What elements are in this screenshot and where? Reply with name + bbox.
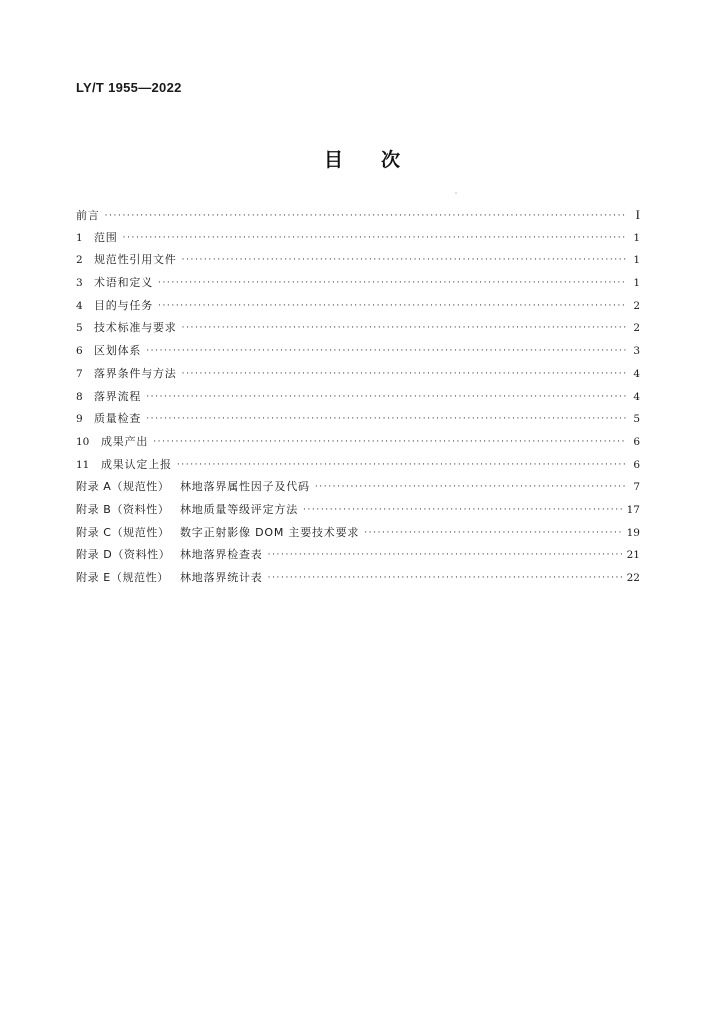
toc-row-annex-b[interactable] (76, 499, 640, 522)
toc-entry-page: 1 (633, 277, 640, 290)
toc-entry-number: 7 (76, 367, 83, 380)
toc-row-5[interactable] (76, 317, 640, 340)
toc-title: 目次 (323, 149, 438, 171)
toc-entry-number: 10 (76, 435, 90, 448)
toc-row-8[interactable] (76, 386, 640, 409)
scan-speck (455, 192, 457, 194)
toc-entry-number: 11 (76, 458, 90, 471)
toc-entry-page: 1 (633, 254, 640, 267)
dot-leader (315, 476, 626, 499)
toc-row-annex-c[interactable] (76, 522, 640, 545)
toc-entry-page: 21 (626, 549, 640, 562)
annex-prefix: 附录 B（资料性） (76, 502, 170, 516)
toc-entry-number: 4 (76, 299, 83, 312)
toc-entry-number: 1 (76, 231, 83, 244)
toc-entry-page: 7 (633, 481, 640, 494)
dot-leader (268, 567, 623, 590)
standard-code: LY/T 1955—2022 (76, 80, 182, 95)
dot-leader (146, 386, 626, 409)
toc-row-2[interactable] (76, 249, 640, 272)
toc-entry-number: 5 (76, 322, 83, 335)
toc-entry-label: 林地落界统计表 (180, 571, 263, 584)
dot-leader (268, 544, 623, 567)
toc-row-6[interactable] (76, 340, 640, 363)
toc-entry-label: 林地质量等级评定方法 (180, 502, 298, 516)
dot-leader (146, 408, 626, 431)
dot-leader (123, 227, 626, 250)
dot-leader (303, 499, 623, 522)
toc-entry-page: 17 (626, 503, 640, 516)
toc-entry-page: 22 (626, 572, 640, 584)
dot-leader (105, 205, 626, 228)
dot-leader (182, 249, 626, 272)
toc-entry-page: I (635, 207, 640, 222)
toc-entry-number: 6 (76, 345, 83, 358)
toc-entry-number: 8 (76, 390, 83, 403)
toc-entry-label: 数字正射影像 DOM 主要技术要求 (180, 525, 360, 539)
toc-entry-page: 1 (633, 231, 640, 244)
toc-row-foreword[interactable] (76, 204, 640, 227)
dot-leader (146, 340, 626, 363)
toc-row-4[interactable] (76, 295, 640, 318)
toc-entry-label: 落界条件与方法 (94, 366, 177, 380)
dot-leader (153, 431, 626, 454)
toc-row-10[interactable] (76, 431, 640, 454)
toc-row-3[interactable] (76, 272, 640, 295)
toc-entry-page: 6 (633, 458, 640, 471)
toc-row-1[interactable] (76, 227, 640, 250)
toc-row-annex-d[interactable] (76, 544, 640, 567)
toc-entry-label: 规范性引用文件 (94, 253, 177, 267)
toc-entry-page: 19 (626, 526, 640, 539)
toc-row-annex-a[interactable] (76, 476, 640, 499)
toc-entry-page: 4 (633, 367, 640, 380)
toc-entry-page: 3 (633, 345, 640, 358)
toc-entry-number: 2 (76, 254, 83, 267)
toc-entry-number: 9 (76, 413, 83, 426)
toc-entry-page: 4 (633, 390, 640, 403)
toc-entry-label: 林地落界属性因子及代码 (180, 480, 310, 494)
toc-entry-label: 术语和定义 (94, 276, 153, 290)
toc-row-9[interactable] (76, 408, 640, 431)
annex-prefix: 附录 A（规范性） (76, 480, 170, 494)
toc-entry-label: 技术标准与要求 (94, 321, 177, 335)
dot-leader (182, 317, 626, 340)
toc-entry-page: 5 (633, 413, 640, 426)
toc-entry-page: 2 (633, 299, 640, 312)
toc-entry-label: 成果认定上报 (101, 457, 172, 471)
toc-entry-label: 前言 (76, 209, 100, 222)
dot-leader (182, 363, 626, 386)
toc-row-11[interactable] (76, 454, 640, 477)
dot-leader (158, 272, 626, 295)
toc-entry-page: 2 (633, 322, 640, 335)
annex-prefix: 附录 D（资料性） (76, 548, 171, 562)
toc-entry-label: 成果产出 (101, 434, 149, 448)
annex-prefix: 附录 E（规范性） (76, 571, 169, 584)
dot-leader (364, 522, 622, 545)
toc-entry-label: 区划体系 (94, 344, 142, 358)
toc-row-7[interactable] (76, 363, 640, 386)
annex-prefix: 附录 C（规范性） (76, 525, 170, 539)
toc-entry-label: 目的与任务 (94, 298, 153, 312)
toc-row-annex-e[interactable] (76, 567, 640, 590)
table-of-contents (76, 204, 640, 590)
toc-entry-label: 范围 (94, 230, 118, 244)
toc-entry-label: 质量检查 (94, 412, 142, 426)
dot-leader (177, 454, 626, 477)
toc-entry-number: 3 (76, 277, 83, 290)
toc-entry-label: 林地落界检查表 (180, 548, 263, 562)
toc-entry-page: 6 (633, 435, 640, 448)
dot-leader (158, 295, 626, 318)
toc-entry-label: 落界流程 (94, 389, 142, 403)
